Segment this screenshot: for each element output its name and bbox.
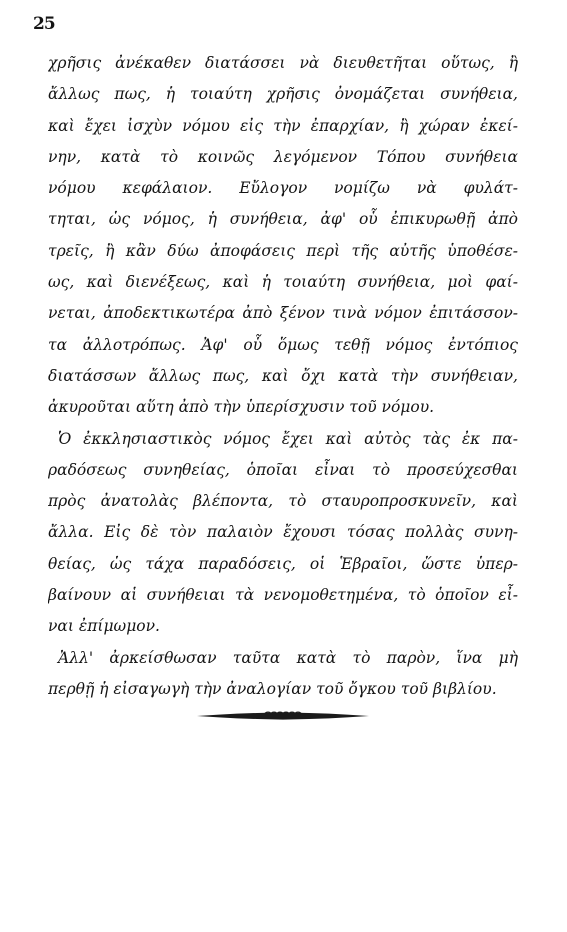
text-line: πρὸς ἀνατολὰς βλέποντα, τὸ σταυροπροσκυνεῖν, καὶ (48, 492, 518, 511)
text-line: διατάσσων ἄλλως πως, καὶ ὄχι κατὰ τὴν συνήθειαν, (48, 366, 518, 385)
body-text (48, 48, 518, 705)
text-line: ως, καὶ διενέξεως, καὶ ἡ τοιαύτη συνήθεια, μοὶ φαί- (48, 273, 518, 292)
text-line: νην, κατὰ τὸ κοινῶς λεγόμενον Τόπου συνήθεια (48, 147, 518, 166)
text-line: ἄλλα. Εἰς δὲ τὸν παλαιὸν ἔχουσι τόσας πολλὰς συνη- (48, 523, 518, 542)
text-line: τα ἀλλοτρόπως. Ἀφ' οὗ ὅμως τεθῇ νόμος ἐντόπιος (48, 335, 518, 354)
text-line: Ὁ ἐκκλησιαστικὸς νόμος ἔχει καὶ αὐτὸς τὰς ἐκ πα- (58, 429, 518, 448)
text-line: θείας, ὡς τάχα παραδόσεις, οἱ Ἑβραῖοι, ὥστε ὑπερ- (48, 554, 518, 573)
text-line: τρεῖς, ἢ κἂν δύω ἀποφάσεις περὶ τῆς αὐτῆς ὑποθέσε- (48, 241, 518, 260)
text-line: ἀκυροῦται αὕτη ἀπὸ τὴν ὑπερίσχυσιν τοῦ νόμου. (48, 398, 435, 417)
text-line: ναι ἐπίμωμον. (48, 617, 160, 636)
ornamental-rule (197, 710, 369, 722)
text-line: βαίνουν αἱ συνήθειαι τὰ νενομοθετημένα, τὸ ὁποῖον εἶ- (48, 586, 518, 605)
page-number: 25 (33, 14, 55, 34)
text-line: περθῇ ἡ εἰσαγωγὴ τὴν ἀναλογίαν τοῦ ὄγκου τοῦ βιβλίου. (48, 679, 497, 698)
text-line: Ἀλλ' ἀρκείσθωσαν ταῦτα κατὰ τὸ παρὸν, ἵνα μὴ (58, 648, 518, 667)
text-line: τηται, ὡς νόμος, ἡ συνήθεια, ἀφ' οὗ ἐπικυρωθῇ ἀπὸ (48, 210, 518, 229)
text-line: νόμου κεφάλαιον. Εὔλογον νομίζω νὰ φυλάτ- (48, 179, 518, 198)
text-line: καὶ ἔχει ἰσχὺν νόμου εἰς τὴν ἐπαρχίαν, ἢ χώραν ἐκεί- (48, 116, 518, 135)
text-line: νεται, ἀποδεκτικωτέρα ἀπὸ ξένον τινὰ νόμον ἐπιτάσσον- (48, 304, 518, 323)
text-line: χρῆσις ἀνέκαθεν διατάσσει νὰ διευθετῆται οὕτως, ἢ (48, 54, 518, 72)
text-line: ραδόσεως συνηθείας, ὁποῖαι εἶναι τὸ προσεύχεσθαι (48, 460, 518, 479)
text-line: ἄλλως πως, ἡ τοιαύτη χρῆσις ὀνομάζεται συνήθεια, (48, 85, 518, 104)
